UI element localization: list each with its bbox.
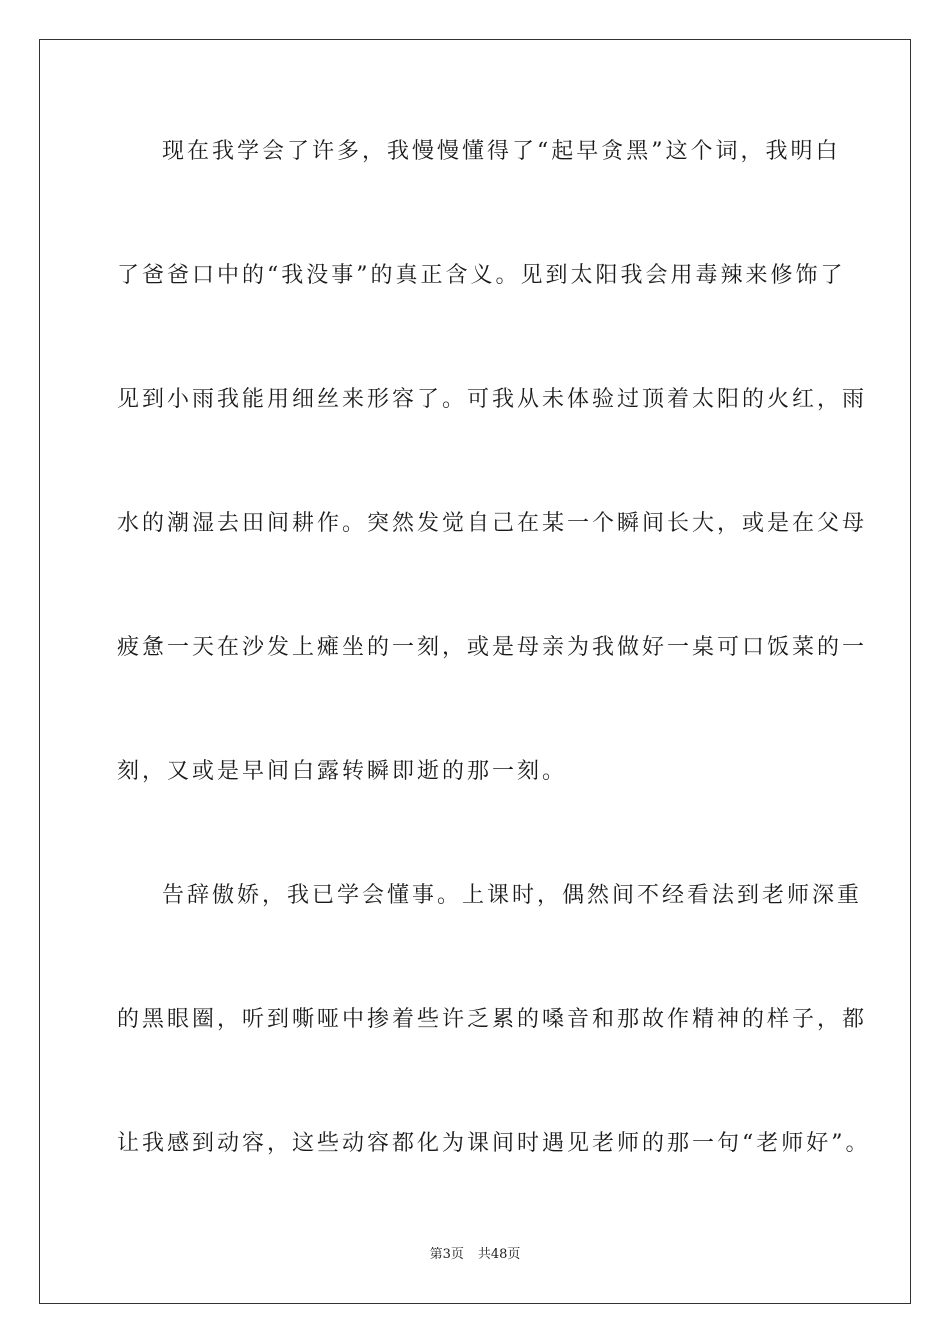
paragraph-line: 现在我学会了许多，我慢慢懂得了“起早贪黑”这个词，我明白	[162, 139, 841, 164]
paragraph-line: 的黑眼圈，听到嘶哑中掺着些许乏累的嗓音和那故作精神的样子，都	[117, 1007, 868, 1032]
page-footer	[0, 1246, 950, 1264]
paragraph-line: 水的潮湿去田间耕作。突然发觉自己在某一个瞬间长大，或是在父母	[117, 511, 868, 536]
paragraph-line: 见到小雨我能用细丝来形容了。可我从未体验过顶着太阳的火红，雨	[117, 387, 868, 412]
page-total: 共48页	[477, 1247, 521, 1262]
paragraph-line: 让我感到动容，这些动容都化为课间时遇见老师的那一句“老师好”。	[117, 1131, 871, 1156]
page-number: 第3页	[429, 1247, 464, 1262]
page-border	[39, 39, 911, 1304]
paragraph-line: 了爸爸口中的“我没事”的真正含义。见到太阳我会用毒辣来修饰了	[117, 263, 846, 288]
paragraph-line: 刻，又或是早间白露转瞬即逝的那一刻。	[117, 759, 568, 784]
paragraph-line: 告辞傲娇，我已学会懂事。上课时，偶然间不经看法到老师深重	[162, 883, 863, 908]
paragraph-line: 疲惫一天在沙发上瘫坐的一刻，或是母亲为我做好一桌可口饭菜的一	[117, 635, 868, 660]
